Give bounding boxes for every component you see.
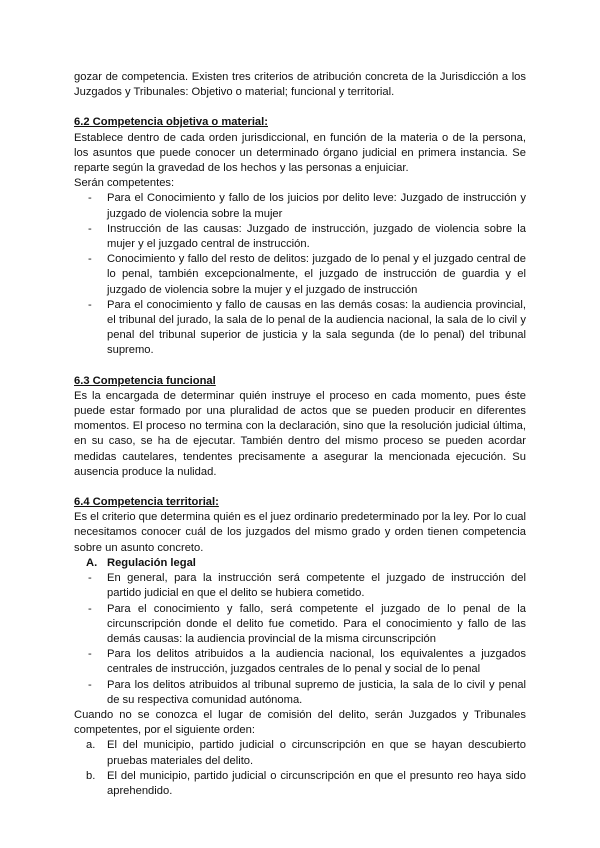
order-item — [74, 738, 526, 768]
subsection-heading — [74, 556, 526, 571]
subsection-marker: A. — [86, 556, 98, 569]
list-item: - Para el conocimiento y fallo, será competente el juzgado de lo penal de la circunscripción donde el delito fue cometido. Para el conocimiento y fallo de las demás causas: la audiencia provincial de la misma circunscripción — [74, 602, 526, 648]
list-item: - Conocimiento y fallo del resto de delitos: juzgado de lo penal y el juzgado central de lo penal, también excepcionalmente, el juzgado de instrucción de guardia y el juzgado de violencia sobre la mujer y el juzgado de instrucción — [74, 252, 526, 298]
section-6-2-list — [74, 191, 526, 358]
list-item: - Para los delitos atribuidos a la audiencia nacional, los equivalentes a juzgados centrales de instrucción, juzgados centrales de lo penal y social de lo penal — [74, 647, 526, 677]
section-6-2-paragraph: Establece dentro de cada orden jurisdiccional, en función de la materia o de la persona, los asuntos que puede conocer un determinado órgano judicial en primera instancia. Se reparte según la gravedad de los hechos y las personas a enjuiciar. — [74, 131, 526, 175]
section-6-4-closing: Cuando no se conozca el lugar de comisión del delito, serán Juzgados y Tribunales competentes, por el siguiente orden: — [74, 708, 526, 737]
intro-paragraph: gozar de competencia. Existen tres criterios de atribución concreta de la Jurisdicción a los Juzgados y Tribunales: Objetivo o material; funcional y territorial. — [74, 71, 526, 99]
section-6-3-paragraph: Es la encargada de determinar quién instruye el proceso en cada momento, pues éste puede estar formado por una pluralidad de actos que se pueden producir en diferentes momentos. El proceso no termina con la declaración, sino que la resolución judicial última, en su caso, se ha de ejecutar. También dentro del mismo proceso se pueden acordar medidas cautelares, tendentes precisamente a asegurar la mencionada ejecución. Su ausencia produce la nulidad. — [74, 389, 526, 478]
spacer — [74, 359, 526, 374]
order-list — [74, 738, 526, 799]
list-item: - Para el conocimiento y fallo de causas en las demás cosas: la audiencia provincial, el tribunal del jurado, la sala de lo penal de la audiencia nacional, la sala de lo civil y penal del tribunal superior de justicia y la sala segunda (de lo penal) del tribunal supremo. — [74, 298, 526, 359]
section-heading-6-3: 6.3 Competencia funcional — [74, 374, 216, 387]
list-item: - Instrucción de las causas: Juzgado de instrucción, juzgado de violencia sobre la mujer y el juzgado central de instrucción. — [74, 222, 526, 252]
order-text: El del municipio, partido judicial o circunscripción en que se hayan descubierto pruebas materiales del delito. — [107, 739, 526, 767]
spacer — [74, 480, 526, 495]
section-heading-6-4: 6.4 Competencia territorial: — [74, 496, 219, 509]
order-item — [74, 769, 526, 799]
list-item: - Para el Conocimiento y fallo de los juicios por delito leve: Juzgado de instrucción y juzgado de violencia sobre la mujer — [74, 191, 526, 221]
section-heading-6-2: 6.2 Competencia objetiva o material: — [74, 116, 268, 129]
order-marker: a. — [86, 739, 96, 752]
order-text: El del municipio, partido judicial o circunscripción en que el presunto reo haya sido aprehendido. — [107, 769, 526, 797]
section-6-2-lead: Serán competentes: — [74, 177, 175, 190]
list-item: - Para los delitos atribuidos al tribunal supremo de justicia, la sala de lo civil y penal de su respectiva comunidad autónoma. — [74, 678, 526, 708]
list-item: - En general, para la instrucción será competente el juzgado de instrucción del partido judicial en que el delito se hubiera cometido. — [74, 571, 526, 601]
section-6-4-paragraph: Es el criterio que determina quién es el juez ordinario predeterminado por la ley. Por lo cual necesitamos conocer cuál de los juzgados del mismo grado y orden tienen competencia sobre un asunto concreto. — [74, 511, 526, 554]
subsection-title: Regulación legal — [107, 556, 196, 569]
order-marker: b. — [86, 769, 96, 782]
spacer — [74, 100, 526, 115]
section-6-4-list — [74, 571, 526, 708]
document-page — [74, 70, 526, 799]
